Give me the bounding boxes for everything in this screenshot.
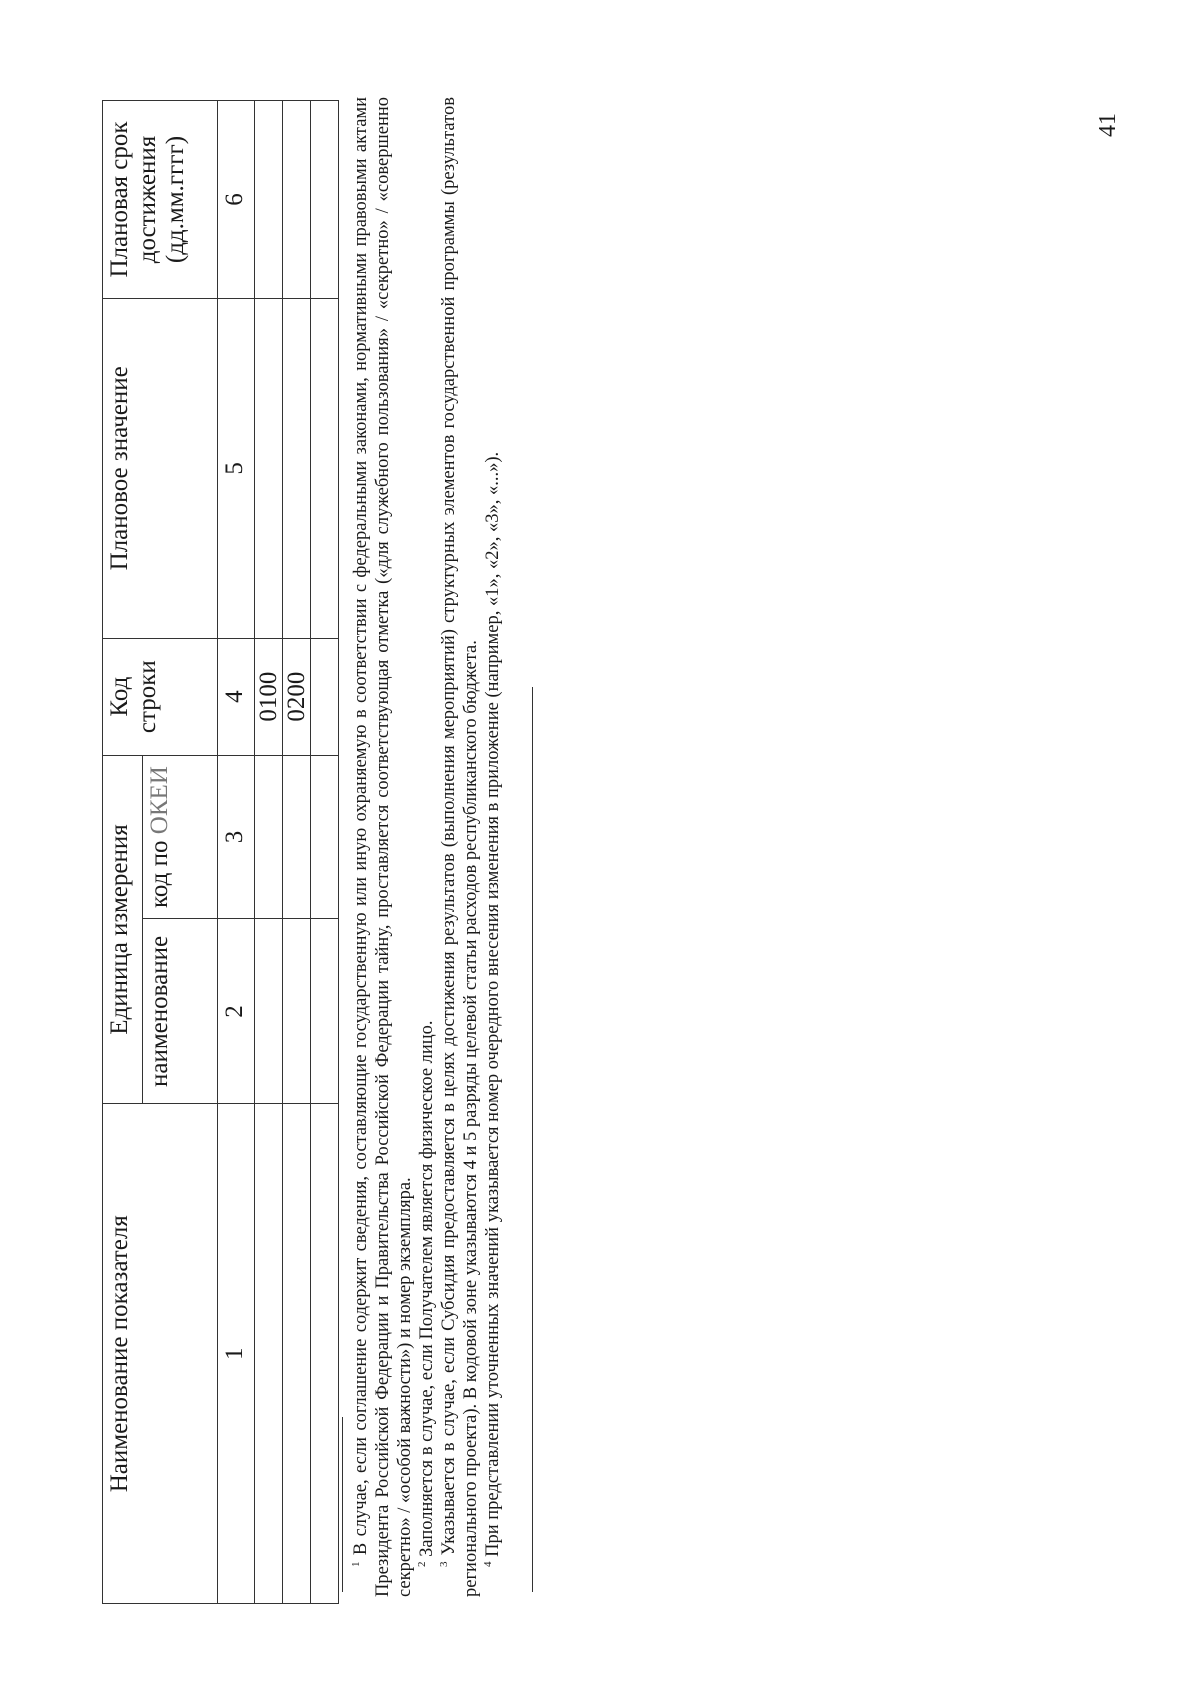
table-header-row: [103, 101, 143, 1604]
footnote-mark: 2: [415, 1561, 428, 1567]
header-unit-name: наименование: [143, 919, 218, 1104]
footnote: [482, 97, 504, 1597]
cell-indicator[interactable]: [283, 1104, 311, 1604]
cell-okei[interactable]: [255, 755, 283, 919]
okei-link[interactable]: ОКЕИ: [146, 766, 173, 835]
footnote-text: Указывается в случае, если Субсидия предоставляется в целях достижения результатов (выполнения мероприятий) структурных элементов государственной программы (результатов регионального проекта). В кодовой зоне указываются 4 и 5 разряды целевой статьи расходов республиканского бюджета.: [439, 97, 481, 1597]
cell-indicator[interactable]: [255, 1104, 283, 1604]
footnote-mark: 3: [437, 1561, 450, 1567]
header-unit-group: Единица измерения: [103, 755, 143, 1104]
cell-okei[interactable]: [283, 755, 311, 919]
footnote-text: Заполняется в случае, если Получателем является физическое лицо.: [417, 1020, 437, 1557]
cell-unit-name[interactable]: [283, 919, 311, 1104]
cell-okei[interactable]: [311, 755, 339, 919]
header-plan-date: Плановая срок достижения (дд.мм.гггг): [103, 101, 218, 299]
header-row-code: Код строки: [103, 638, 218, 755]
footnote-end-rule: [532, 687, 533, 1592]
table-row: [255, 101, 283, 1604]
cell-plan-value[interactable]: [283, 298, 311, 638]
column-number: 1: [218, 1104, 255, 1604]
column-number: 3: [218, 755, 255, 919]
header-unit-code: [143, 755, 218, 919]
cell-unit-name[interactable]: [255, 919, 283, 1104]
cell-plan-date[interactable]: [283, 101, 311, 299]
footnote: [438, 97, 482, 1597]
footnotes: [350, 97, 504, 1597]
cell-plan-date[interactable]: [255, 101, 283, 299]
cell-unit-name[interactable]: [311, 919, 339, 1104]
column-number: 4: [218, 638, 255, 755]
cell-plan-value[interactable]: [311, 298, 339, 638]
table-row: [283, 101, 311, 1604]
footnote: [350, 97, 416, 1597]
footnote-mark: 4: [481, 1561, 494, 1567]
cell-plan-value[interactable]: [255, 298, 283, 638]
unit-code-prefix: код по: [146, 840, 173, 908]
cell-row-code: [311, 638, 339, 755]
column-number: 5: [218, 298, 255, 638]
cell-row-code: 0200: [283, 638, 311, 755]
footnote-separator: [342, 1417, 343, 1592]
footnote-text: При представлении уточненных значений указывается номер очередного внесения изменения в приложение (например, «1», «2», «3», «...»).: [483, 451, 503, 1557]
cell-indicator[interactable]: [311, 1104, 339, 1604]
column-number-row: [218, 101, 255, 1604]
header-plan-value: Плановое значение: [103, 298, 218, 638]
column-number: 6: [218, 101, 255, 299]
indicator-table: [102, 100, 339, 1604]
header-indicator-name: Наименование показателя: [103, 1104, 218, 1604]
cell-plan-date[interactable]: [311, 101, 339, 299]
footnote: [416, 97, 438, 1597]
table-row: [311, 101, 339, 1604]
column-number: 2: [218, 919, 255, 1104]
cell-row-code: 0100: [255, 638, 283, 755]
footnote-text: В случае, если соглашение содержит сведения, составляющие государственную или иную охраняемую в соответствии с федеральными законами, нормативными правовыми актами Президента Российской Федерации и Правительства Российской Федерации тайну, проставляется соответствующая отметка («для служебного пользования» / «секретно» / «совершенно секретно» / «особой важности») и номер экземпляра.: [351, 96, 415, 1597]
footnote-mark: 1: [349, 1561, 362, 1567]
page-number: 41: [1095, 113, 1121, 137]
